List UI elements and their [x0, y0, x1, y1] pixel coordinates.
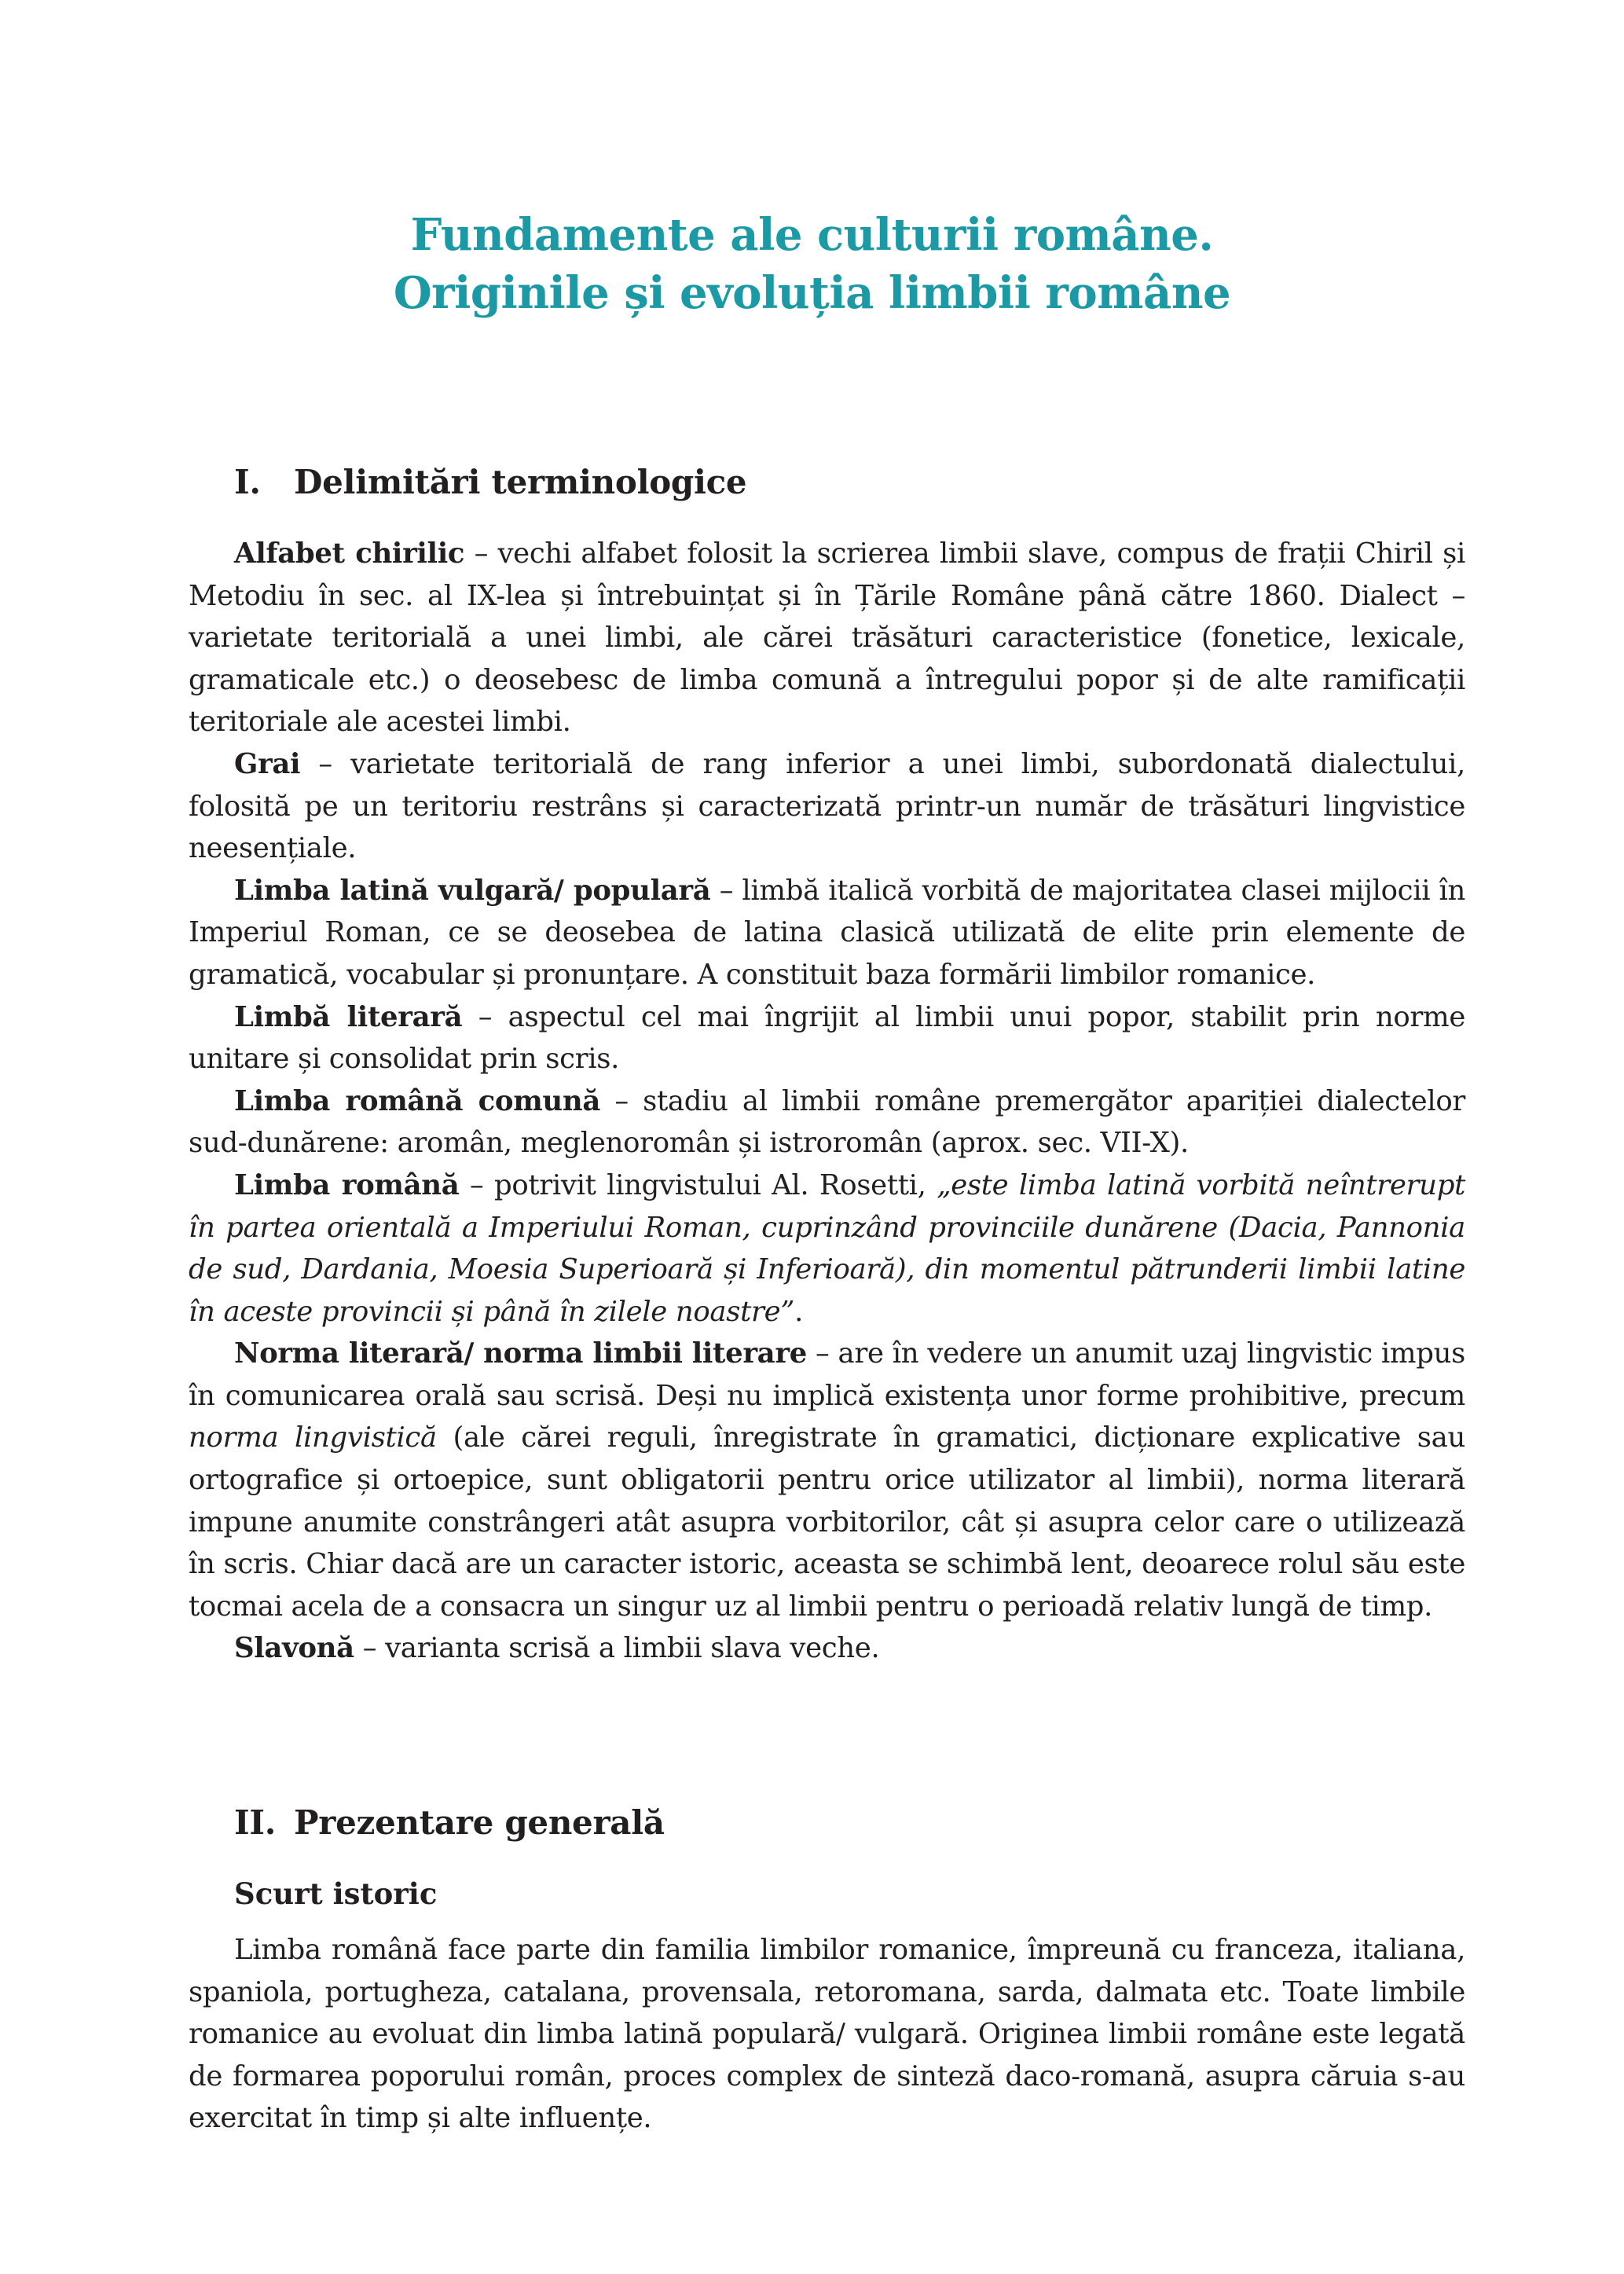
definitions-list [189, 533, 1465, 1670]
subheading: Scurt istoric [234, 1876, 438, 1911]
definition-paragraph [189, 533, 1465, 743]
term: Limba română comună [234, 1084, 600, 1117]
definition-text: – vechi alfabet folosit la scrierea limbii slave, compus de frații Chiril și Metodiu în sec. al IX-lea și întrebuințat și în Țările Române până către 1860. Dialect – varietate teritorială a unei limbi, ale cărei trăsături caracteristice (fonetice, lexicale, gramaticale etc.) o deosebesc de limba comună a întregului popor și de alte ramificații teritoriale ale acestei limbi. [189, 537, 1465, 739]
history-section [189, 1929, 1465, 2140]
definition-text: (ale cărei reguli, înregistrate în gramatici, dicționare explicative sau ortografice și ortoepice, sunt obligatorii pentru orice utilizator al limbii), norma literară impune anumite constrângeri atât asupra vorbitorilor, cât și asupra celor care o utilizează în scris. Chiar dacă are un caracter istoric, aceasta se schimbă lent, deoarece rolul său este tocmai acela de a consacra un singur uz al limbii pentru o perioadă relativ lungă de timp. [189, 1421, 1466, 1623]
section-number: II. [234, 1803, 277, 1842]
term: Limba latină vulgară/ populară [234, 874, 711, 907]
term: Limba română [234, 1168, 460, 1201]
section-heading-1 [234, 461, 746, 504]
definition-text: – potrivit lingvistului Al. Rosetti, [459, 1168, 937, 1201]
section-title: Delimitări terminologice [294, 463, 747, 501]
section-number: I. [234, 463, 261, 501]
section-title: Prezentare generală [294, 1803, 665, 1842]
page-title [0, 206, 1624, 322]
term: Norma literară/ norma limbii literare [234, 1337, 807, 1370]
term: Grai [234, 747, 301, 780]
paragraph: Limba română face parte din familia limbilor romanice, împreună cu franceza, italiana, spaniola, portugheza, catalana, provensala, retoromana, sarda, dalmata etc. Toate limbile romanice au evoluat din limba latină populară/ vulgară. Originea limbii române este legată de formarea poporului român, proces complex de sinteză daco-romană, asupra căruia s-au exercitat în timp și alte influențe. [189, 1934, 1465, 2135]
section-heading-2 [234, 1802, 665, 1844]
definition-paragraph [189, 1627, 1465, 1670]
term: Slavonă [234, 1632, 354, 1665]
definition-text: – aspectul cel mai îngrijit al limbii unui popor, stabilit prin norme unitare și consolidat prin scris. [189, 1000, 1465, 1076]
definition-paragraph [189, 1333, 1465, 1627]
title-line-2: Originile și evoluția limbii române [393, 267, 1231, 319]
definition-text: . [794, 1295, 804, 1328]
definition-paragraph [189, 1080, 1465, 1165]
term: Alfabet chirilic [234, 537, 465, 570]
definition-text: – varietate teritorială de rang inferior a unei limbi, subordonată dialectului, folosită pe un teritoriu restrâns și caracterizată printr-un număr de trăsături lingvistice neesențiale. [189, 747, 1465, 865]
definition-text: – limbă italică vorbită de majoritatea clasei mijlocii în Imperiul Roman, ce se deosebea de latina clasică utilizată de elite prin elemente de gramatică, vocabular și pronunțare. A constituit baza formării limbilor romanice. [189, 874, 1466, 991]
definition-paragraph [189, 1165, 1465, 1333]
definition-text: – are în vedere un anumit uzaj lingvistic impus în comunicarea orală sau scrisă. Deși nu implică existența unor forme prohibitive, precum [189, 1337, 1465, 1412]
definition-text: – varianta scrisă a limbii slava veche. [354, 1632, 880, 1665]
title-line-1: Fundamente ale culturii române. [410, 209, 1214, 261]
definition-paragraph [189, 743, 1465, 870]
italic-text: „este limba latină vorbită neîntrerupt în partea orientală a Imperiului Roman, cuprinzând provinciile dunărene (Dacia, Pannonia de sud, Dardania, Moesia Superioară și Inferioară), din momentul pătrunderii limbii latine în aceste provincii și până în zilele noastre” [189, 1168, 1465, 1328]
definition-paragraph [189, 870, 1465, 996]
term: Limbă literară [234, 1000, 463, 1033]
definition-text: – stadiu al limbii române premergător apariției dialectelor sud-dunărene: aromân, meglenoromân și istroromân (aprox. sec. VII-X). [189, 1084, 1465, 1160]
italic-text: norma lingvistică [189, 1421, 437, 1454]
definition-paragraph [189, 996, 1465, 1080]
